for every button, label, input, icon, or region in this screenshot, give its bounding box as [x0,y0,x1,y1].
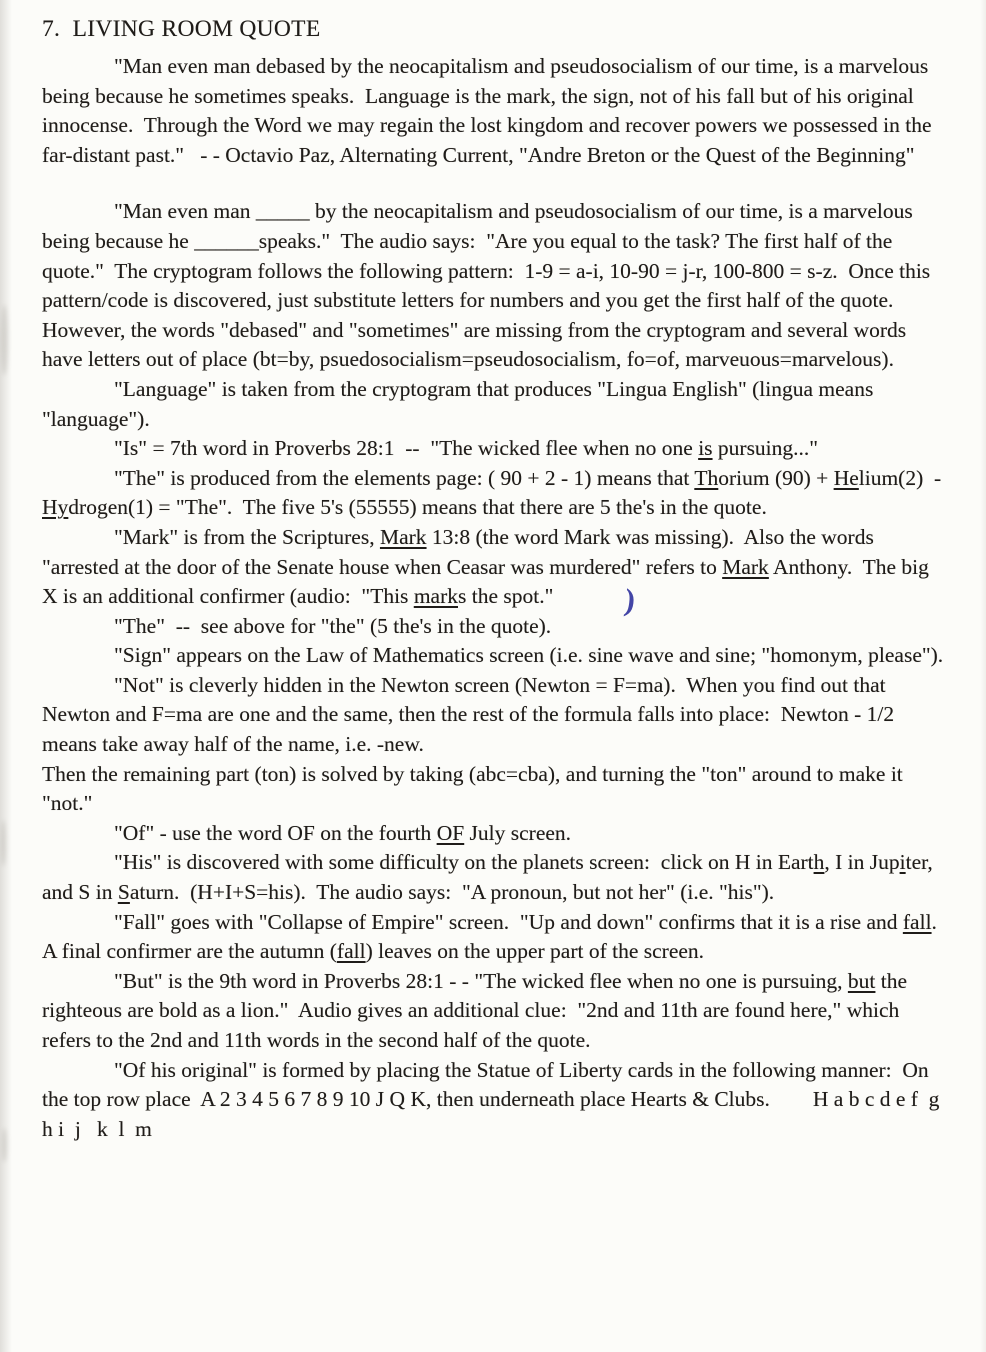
underlined-text-run: is [698,436,713,461]
paragraph [42,612,947,642]
text-run: "Fall" goes with "Collapse of Empire" screen. "Up and down" confirms that it is a rise and [114,909,903,934]
underlined-text-run: OF [436,820,465,845]
text-run: "Man even man _____ by the neocapitalism and pseudosocialism of our time, is a marvelous being because he ______speaks." The audio says: "Are you equal to the task? The first half of the quote." The cryptogram follows the following pattern: 1-9 = a-i, 10-90 = j-r, 100-800 = s-z. Once this pattern/code is discovered, just substitute letters for numbers and you get the first half of the quote. However, the words "debased" and "sometimes" are missing from the cryptogram and several words have letters out of place (bt=by, psuedosocialism=pseudosocialism, fo=of, marveuous=marvelous). [42,199,936,372]
text-run: "But" is the 9th word in Proverbs 28:1 - - "The wicked flee when no one is pursuing, [114,968,848,993]
paragraph [42,671,947,760]
underlined-text-run: He [833,465,859,490]
paragraph [42,908,947,967]
underlined-text-run: mark [413,584,458,609]
paragraph [42,375,947,434]
text-run: "Language" is taken from the cryptogram that produces "Lingua English" (lingua means "language"). [42,376,879,431]
text-run: ) leaves on the upper part of the screen. [365,939,705,964]
paragraph [42,1056,947,1145]
paragraph [42,523,947,618]
page-title: 7. LIVING ROOM QUOTE [42,16,321,42]
text-run: orium (90) + [718,465,834,490]
text-run: . A final confirmer are the autumn ( [42,909,947,964]
text-run: "The" is produced from the elements page: ( 90 + 2 - 1) means that [114,465,695,490]
text-run: lium(2) - [858,465,947,490]
scan-artifact [1,820,6,866]
underlined-text-run: h [813,850,825,875]
text-run: "Of his original" is formed by placing the Statue of Liberty cards in the following manner: On the top row place A 2 3 4 5 6 7 8 9 10 J Q K, then underneath place Hearts & Clubs. H a b c d e f g h i j k l m [42,1057,945,1141]
underlined-text-run: S [117,880,130,905]
paragraph [42,197,947,375]
paragraph [42,848,947,907]
text-run: drogen(1) = "The". The five 5's (55555) means that there are 5 the's in the quote. [68,495,767,520]
text-run: ter, and S in [42,850,939,905]
scan-artifact [1,305,8,375]
underlined-text-run: Hy [42,495,69,520]
paragraph [42,641,947,671]
text-run: "Not" is cleverly hidden in the Newton screen (Newton = F=ma). When you find out that Newton and F=ma are one and the same, then the rest of the formula falls into place: Newton - 1/2 means take away half of the name, i.e. -new. [42,672,900,757]
text-run: s the spot." [458,584,554,609]
text-run: "Man even man debased by the neocapitalism and pseudosocialism of our time, is a marvelous being because he sometimes speaks. Language is the mark, the sign, not of his fall but of his original innocense. Through the Word we may regain the lost kingdom and recover powers we possessed in the far-distant past." - - Octavio Paz, Alternating Current, "Andre Breton or the Quest of the Beginning" [42,54,937,167]
text-run: "Of" - use the word OF on the fourth [114,820,437,845]
text-run: "Mark" is from the Scriptures, [114,524,380,549]
underlined-text-run: fall [336,939,366,964]
handwritten-paren-annotation: ) [623,581,638,618]
underlined-text-run: i [899,850,906,875]
text-run: Anthony. The big X is an additional confirmer (audio: "This [42,554,935,609]
text-run: 13:8 (the word Mark was missing). Also the words "arrested at the door of the Senate house when Ceasar was murdered" refers to [42,524,880,579]
document-body [42,52,947,1144]
underlined-text-run: but [847,968,876,993]
paragraph [42,760,947,819]
text-run: , I in Jup [824,850,900,875]
scan-artifact [2,1128,7,1162]
paragraph [42,819,947,849]
text-run: "Is" = 7th word in Proverbs 28:1 -- "The wicked flee when no one [114,436,699,461]
text-run: Then the remaining part (ton) is solved by taking (abc=cba), and turning the "ton" around to make it "not." [42,761,909,816]
text-run: "The" -- see above for "the" (5 the's in the quote). [114,613,552,638]
text-run: the righteous are bold as a lion." Audio gives an additional clue: "2nd and 11th are found here," which refers to the 2nd and 11th words in the second half of the quote. [42,968,913,1052]
underlined-text-run: Th [694,465,719,490]
underlined-text-run: Mark [379,524,427,549]
underlined-text-run: fall [902,909,932,934]
text-run: July screen. [464,820,572,845]
paragraph [42,434,947,464]
paragraph [42,967,947,1056]
text-run: "His" is discovered with some difficulty on the planets screen: click on H in Eart [114,850,814,875]
paragraph [42,52,947,170]
paragraph [42,464,947,523]
text-run: "Sign" appears on the Law of Mathematics screen (i.e. sine wave and sine; "homonym, please"). [114,643,944,668]
text-run: pursuing..." [712,436,819,461]
text-run: aturn. (H+I+S=his). The audio says: "A pronoun, but not her" (i.e. "his"). [129,880,775,905]
underlined-text-run: Mark [722,554,769,579]
